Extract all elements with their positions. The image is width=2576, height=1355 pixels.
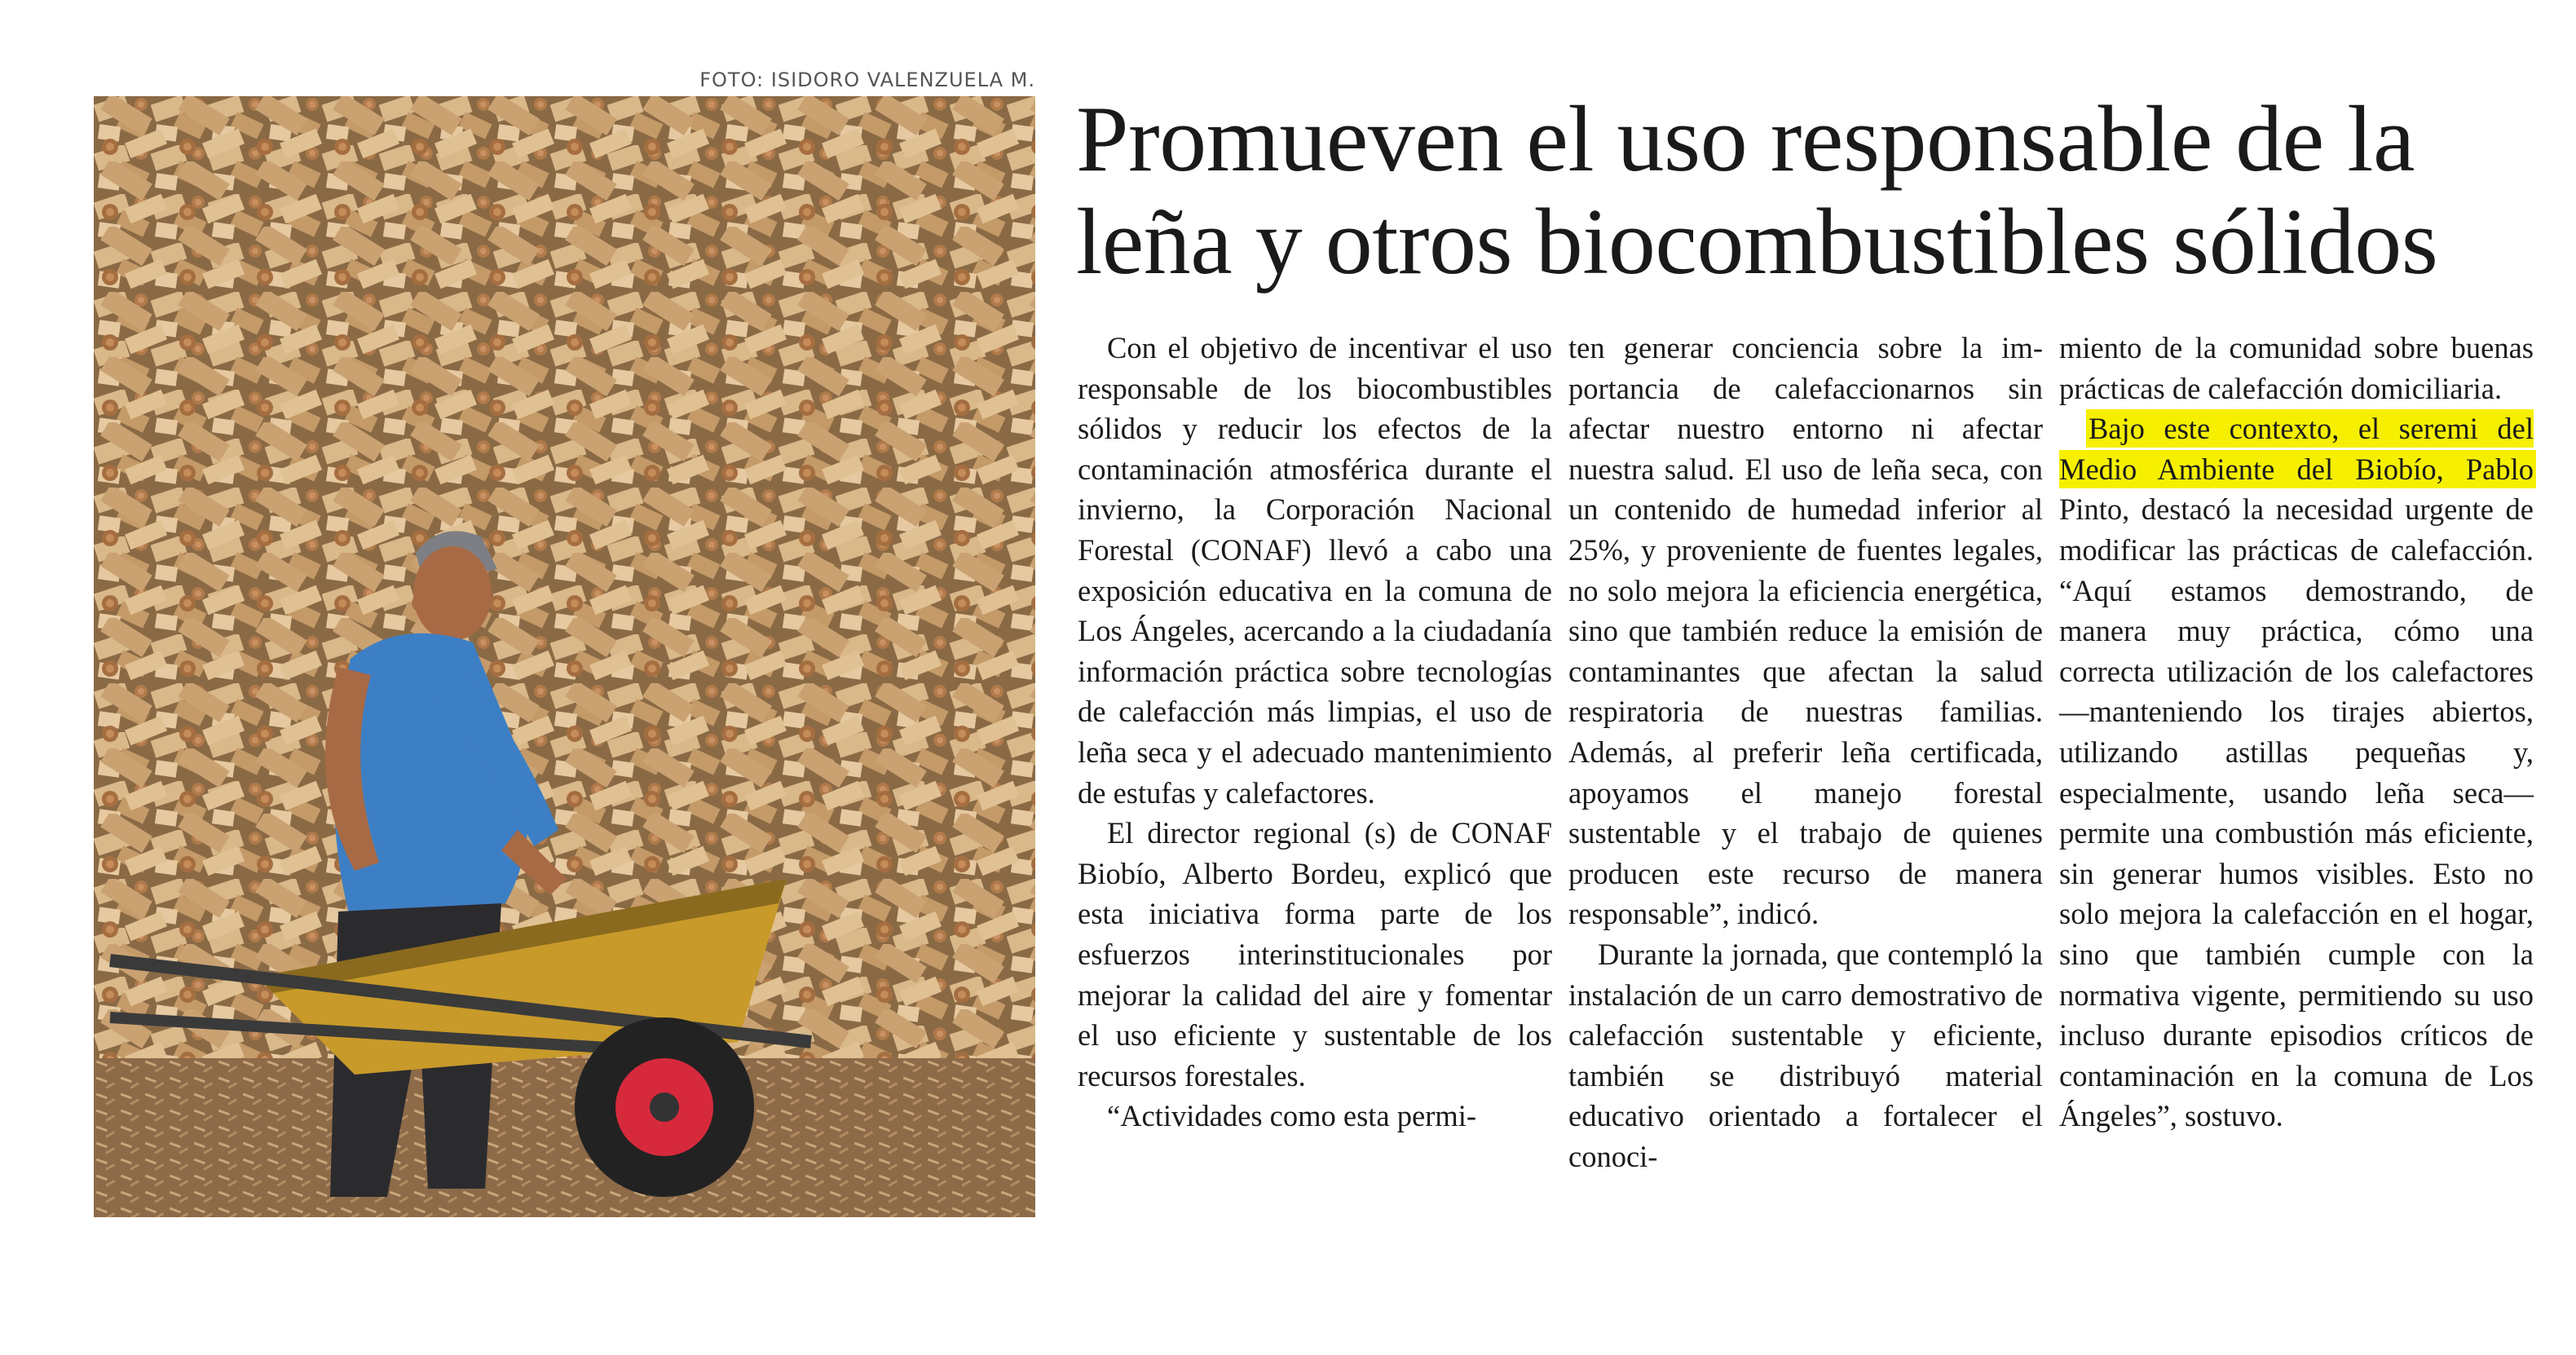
- paragraph: “Actividades como esta permi-: [1107, 1099, 1477, 1133]
- article-column-3: [2059, 328, 2534, 1137]
- photo-credit: FOTO: ISIDORO VALENZUELA M.: [699, 68, 1035, 91]
- woodpile-photo: [94, 96, 1035, 1217]
- paragraph: Con el objetivo de incentivar el uso responsable de los biocombustibles sólidos y reducir los efectos de la contaminación atmosférica durante el invierno, la Corporación Nacional Forestal (CONAF) llevó a cabo una exposición educativa en la comuna de Los Ángeles, acercando a la ciudadanía información práctica sobre tecnologías de calefacción más limpias, el uso de leña seca y el adecuado mantenimiento de estufas y calefactores.: [1078, 331, 1552, 810]
- paragraph: miento de la comunidad sobre buenas prácticas de calefacción domiciliaria.: [2059, 331, 2534, 405]
- paragraph: Durante la jornada, que contempló la instalación de un carro demostrativo de calefacción sustentable y eficiente, también se distribuyó material educativo orientado a fortalecer el conoci-: [1568, 937, 2043, 1173]
- highlighted-text: Bajo este contexto, el seremi del Medio Ambiente del Biobío, Pablo: [2059, 412, 2534, 486]
- paragraph: ten generar conciencia sobre la importancia de calefaccionarnos sin afectar nuestro entorno ni afectar nuestra salud. El uso de leña seca, con un contenido de humedad inferior al 25%, y proveniente de fuentes legales, no solo mejora la eficiencia energética, sino que también reduce la emisión de contaminantes que afectan la salud respiratoria de nuestras familias. Además, al preferir leña certificada, apoyamos el manejo forestal sustentable y el trabajo de quienes producen este recurso de manera responsable”, indicó.: [1568, 331, 2043, 931]
- article-column-1: [1078, 328, 1552, 1137]
- paragraph: [2059, 408, 2534, 1137]
- paragraph: El director regional (s) de CONAF Biobío, Alberto Bordeu, explicó que esta iniciativa forma parte de los esfuerzos interinstitucionales por mejorar la calidad del aire y fomentar el uso eficiente y sustentable de los recursos forestales.: [1078, 816, 1552, 1092]
- paragraph-text: Pinto, destacó la necesidad urgente de modificar las prácticas de calefacción. “Aquí estamos demostrando, de manera muy práctica, cómo una correcta utilización de los calefactores —manteniendo los tirajes abiertos, utilizando astillas pequeñas y, especialmente, usando leña seca— permite una combustión más eficiente, sin generar humos visibles. Esto no solo mejora la calefacción en el hogar, sino que también cumple con la normativa vigente, permitiendo su uso incluso durante episodios críticos de contaminación en la comuna de Los Ángeles”, sostuvo.: [2059, 492, 2534, 1133]
- woodpile-photo-illustration: [94, 96, 1035, 1217]
- article-column-2: [1568, 328, 2043, 1176]
- article-headline: Promueven el uso responsable de la leña y otros biocombustibles sólidos: [1076, 87, 2438, 294]
